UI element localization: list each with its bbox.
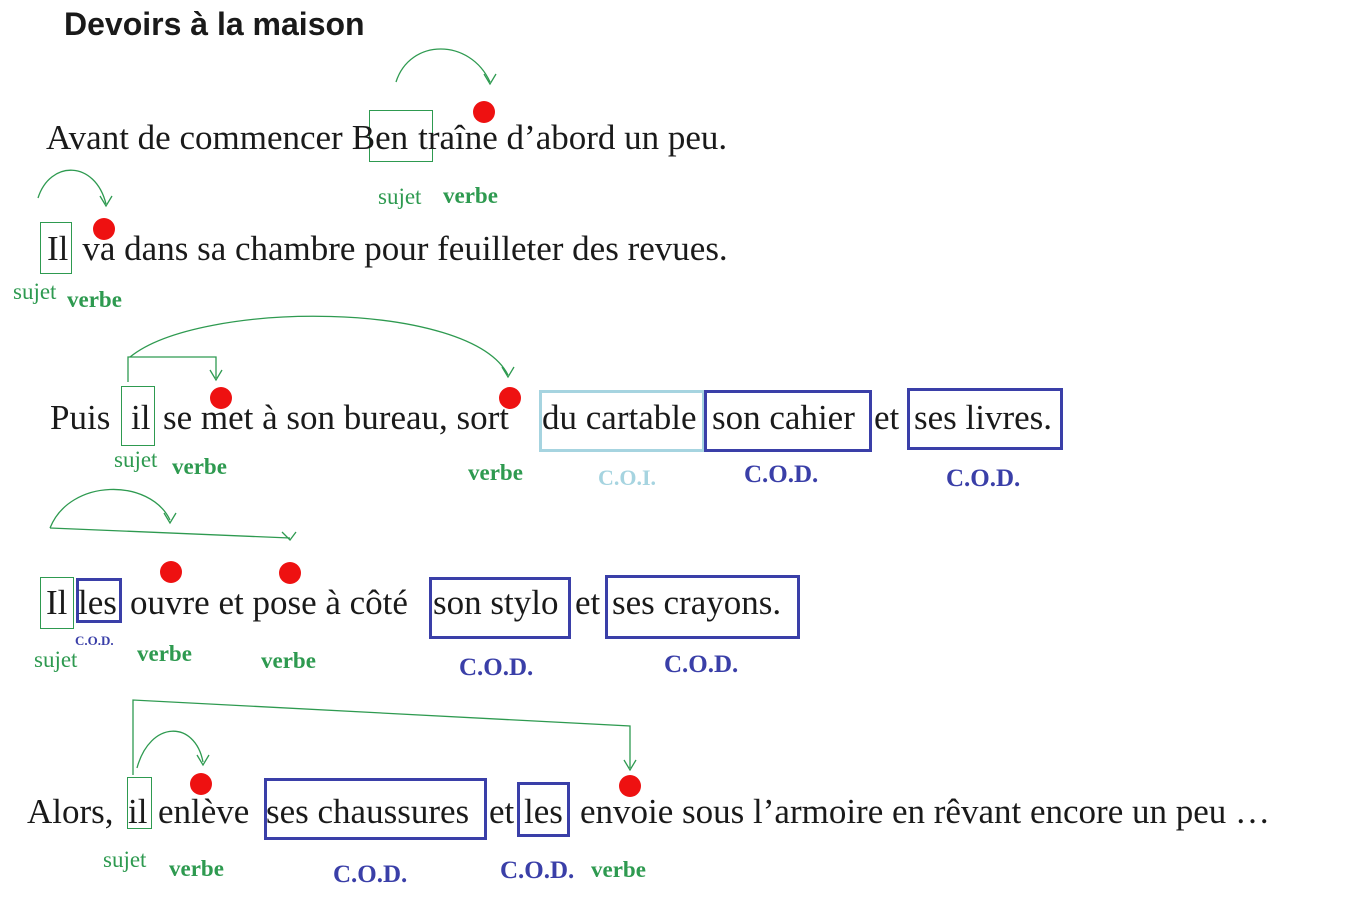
s4-cod1: son stylo [433,583,559,622]
arrow-head-s4-a [164,513,176,523]
s3-cod2: ses livres. [914,398,1053,437]
s3-middle: se met à son bureau, sort [163,398,510,437]
s4-middle: ouvre et pose à côté [130,583,408,622]
arrow-s1 [396,49,490,82]
arrow-s5-b [137,731,203,768]
s1-before: Avant de commencer [46,118,343,157]
s4-verbe-label-2: verbe [261,648,316,673]
s1-after: traîne d’abord un peu. [418,118,728,157]
s5-cod1: ses chaussures [266,792,470,831]
s4-conj: et [575,583,601,622]
s4-cod-label-2: C.O.D. [664,651,739,678]
verb-dot-s4-b [279,562,301,584]
arrow-head-s1 [484,74,496,84]
s2-sujet-label: sujet [13,279,57,304]
sentence-2 [47,229,728,269]
sentence-3-start: Puis [50,398,111,437]
s5-verbe-label-2: verbe [591,857,646,882]
s3-verbe-label-1: verbe [172,454,227,479]
arrow-s4-a [50,489,170,528]
s4-pronoun: les [78,583,117,622]
s1-subject: Ben [351,118,409,157]
verb-dot-s4-a [160,561,182,583]
s5-start: Alors, [27,792,114,831]
s5-conj: et [489,792,515,831]
s3-coi: du cartable [542,398,697,437]
s3-verbe-label-2: verbe [468,460,523,485]
s3-sujet-label: sujet [114,447,158,472]
s4-sujet-label: sujet [34,647,78,672]
arrow-s5-a [133,700,630,775]
s3-subject: il [131,398,151,437]
s3-cod1: son cahier [712,398,855,437]
s4-subject: Il [46,583,68,622]
arrow-s2 [38,170,106,204]
s1-sujet-label: sujet [378,184,422,209]
s2-after: va dans sa chambre pour feuilleter des revues. [82,229,728,268]
s2-verbe-label: verbe [67,287,122,312]
s3-coi-label: C.O.I. [598,465,657,490]
s4-cod-label-1: C.O.D. [459,654,534,681]
arrow-head-s2 [100,196,112,206]
s1-verbe-label: verbe [443,183,498,208]
s2-subject: Il [47,229,69,268]
arrow-head-s4-b [282,532,296,540]
s5-sujet-label: sujet [103,847,147,872]
s4-verbe-label-1: verbe [137,641,192,666]
s3-cod-label-2: C.O.D. [946,465,1021,492]
sentence-1 [46,118,727,158]
s5-subject: il [128,792,148,831]
arrow-s4-b [50,528,290,538]
s5-cod-label-1: C.O.D. [333,861,408,888]
s5-end: envoie sous l’armoire en rêvant encore un peu … [580,792,1271,831]
s5-pronoun: les [524,792,563,831]
s5-verbe-label-1: verbe [169,856,224,881]
s4-cod2: ses crayons. [612,583,782,622]
page-title: Devoirs à la maison [64,6,365,42]
s5-verb1: enlève [158,792,250,831]
s3-cod-label-1: C.O.D. [744,461,819,488]
arrow-s3-a [128,357,216,382]
arrow-s3-b [130,316,508,375]
s4-pronoun-cod-label: C.O.D. [75,633,114,648]
s3-conj: et [874,398,900,437]
s5-cod-label-2: C.O.D. [500,857,575,884]
